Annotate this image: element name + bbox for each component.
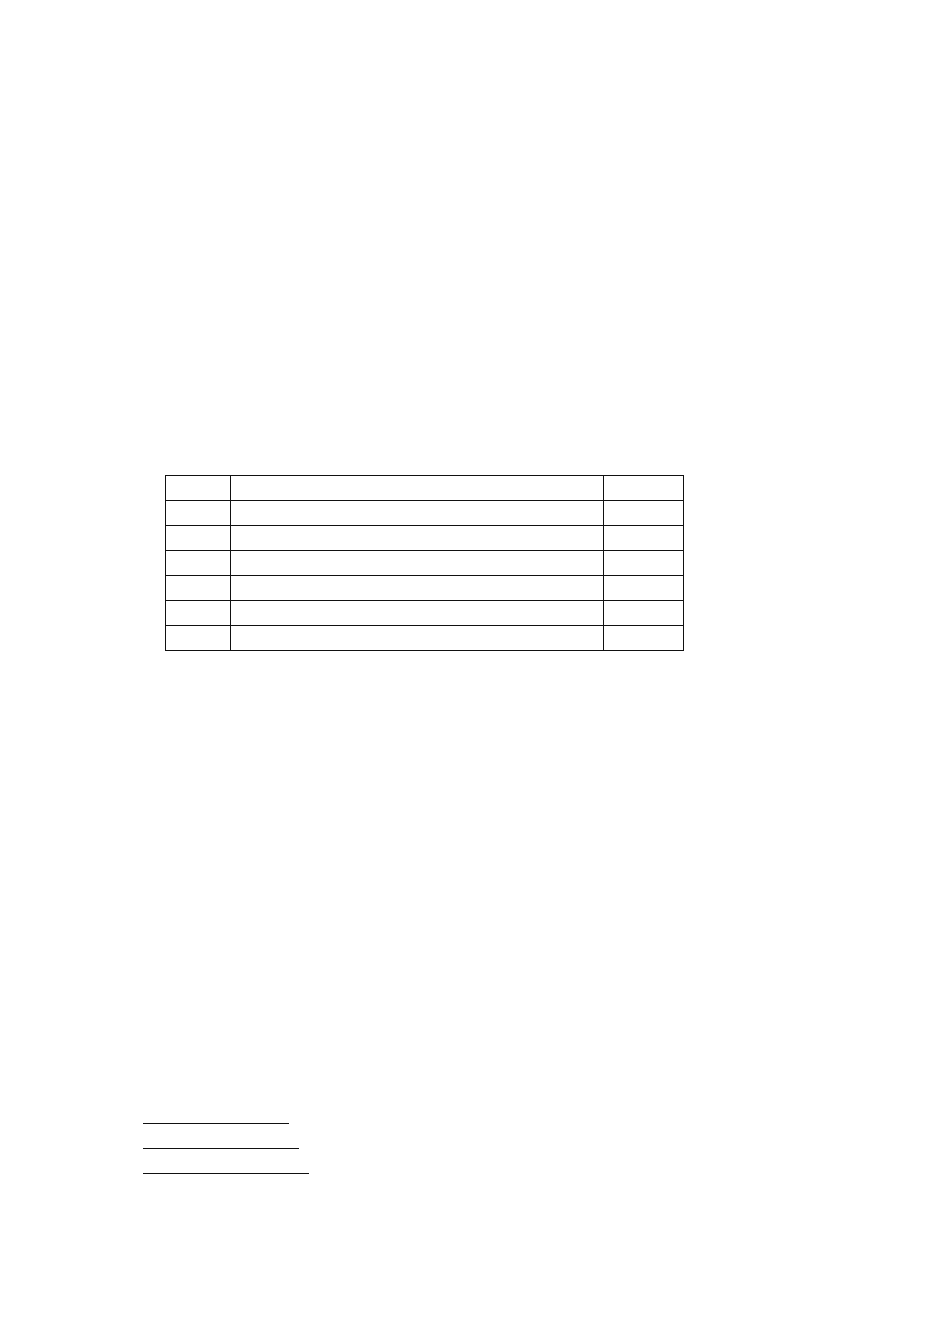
cell-slogan (231, 576, 604, 601)
poem-1-blank[interactable] (143, 1107, 289, 1124)
cell-rate (604, 501, 684, 526)
table-row (166, 501, 684, 526)
header-number (166, 476, 231, 501)
cell-number (166, 501, 231, 526)
table-row (166, 626, 684, 651)
cell-rate (604, 576, 684, 601)
cell-rate (604, 601, 684, 626)
cell-rate (604, 626, 684, 651)
table-header-row (166, 476, 684, 501)
cell-number (166, 601, 231, 626)
poem-line-1 (143, 1107, 289, 1128)
poem-line-3 (143, 1157, 309, 1178)
table-row (166, 601, 684, 626)
q14-line1 (143, 1009, 191, 1027)
cell-slogan (231, 626, 604, 651)
poem-2-blank[interactable] (143, 1132, 299, 1149)
cell-number (166, 551, 231, 576)
vote-table (165, 475, 684, 651)
cell-number (166, 526, 231, 551)
table-row (166, 576, 684, 601)
cell-slogan (231, 551, 604, 576)
cell-slogan (231, 601, 604, 626)
cell-rate (604, 526, 684, 551)
poem-3-blank[interactable] (143, 1157, 309, 1174)
table-row (166, 551, 684, 576)
poem-line-2 (143, 1132, 299, 1153)
header-vote-rate (604, 476, 684, 501)
cell-slogan (231, 501, 604, 526)
header-slogan (231, 476, 604, 501)
cell-slogan (231, 526, 604, 551)
cell-number (166, 626, 231, 651)
table-row (166, 526, 684, 551)
q14-line2 (110, 1034, 146, 1052)
cell-number (166, 576, 231, 601)
cell-rate (604, 551, 684, 576)
